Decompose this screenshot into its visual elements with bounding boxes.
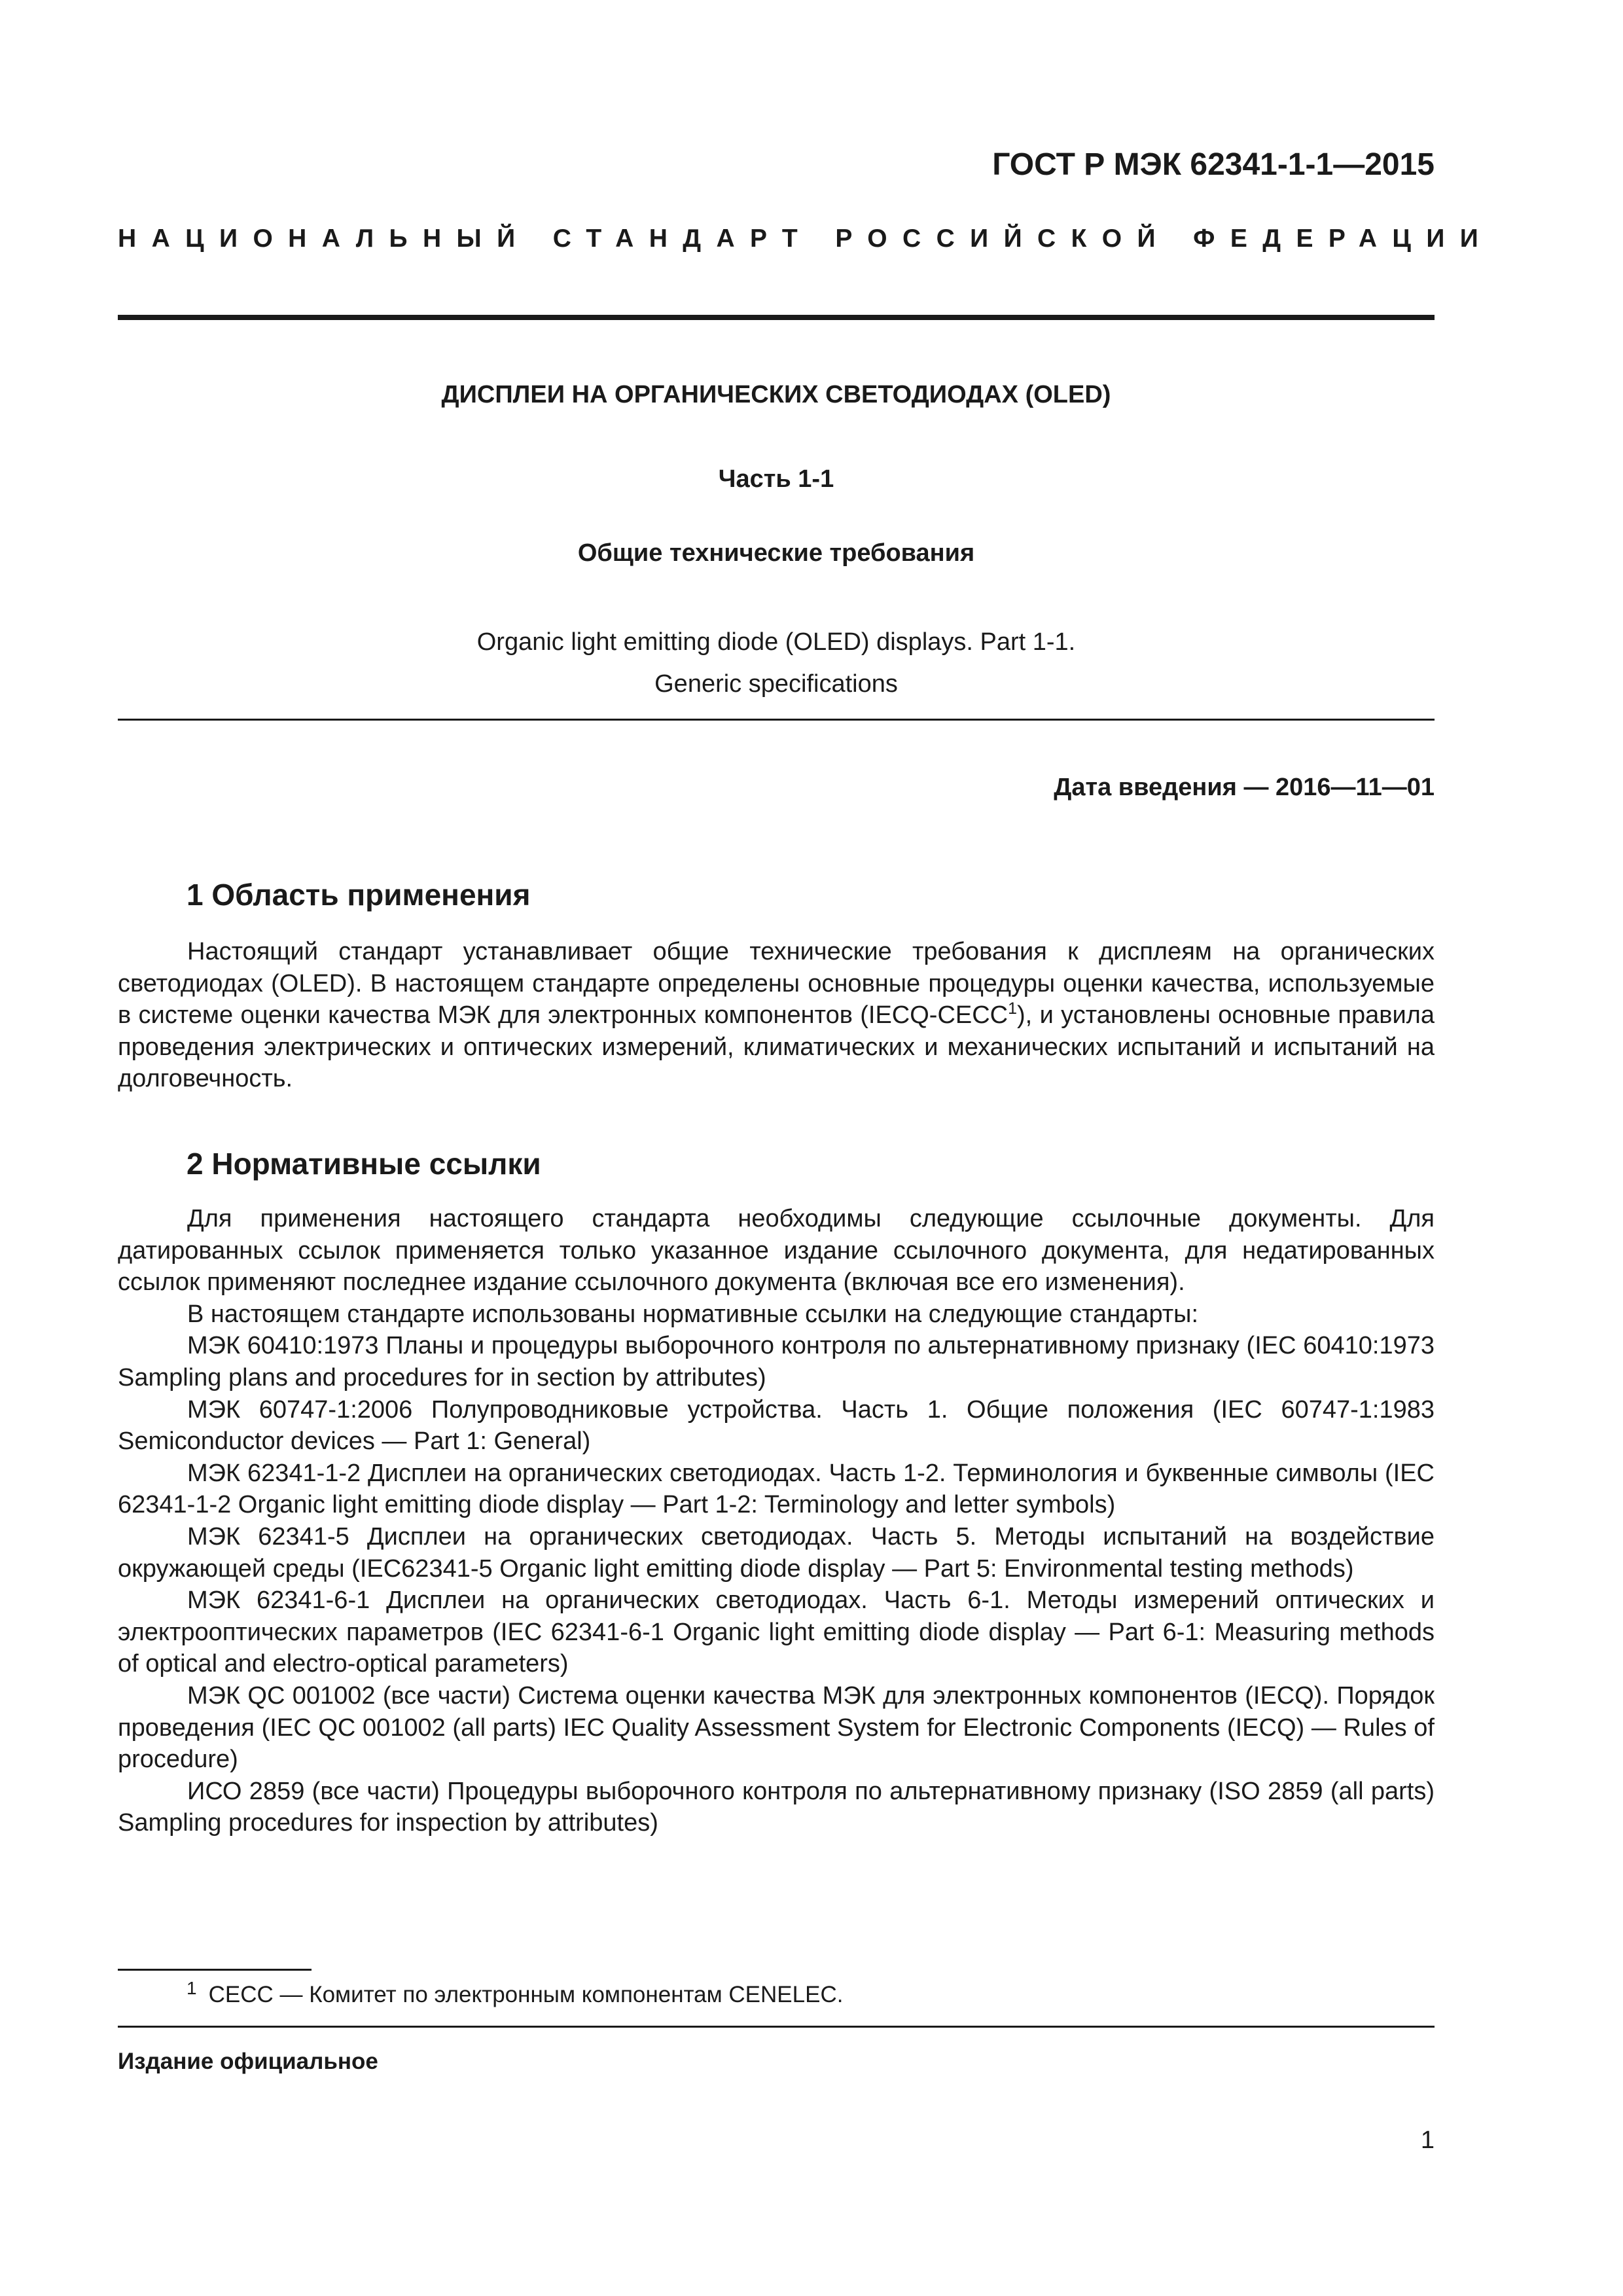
section-1-text-part-2: ), и установлены основные правила проведения электрических и оптических измерений, климатических и механических испытаний и испытаний на долговечность. [118,1001,1435,1093]
reference-iec-qc-001002: МЭК QC 001002 (все части) Система оценки качества МЭК для электронных компонентов (IECQ). Порядок проведения (IEC QC 001002 (all parts) IEC Quality Assessment System for Electronic Components (IECQ) — Rules of procedure) [118,1681,1435,1774]
footnote [187,1980,843,2010]
document-number: ГОСТ Р МЭК 62341-1-1—2015 [992,147,1435,182]
document-subtitle: Общие технические требования [577,539,975,567]
reference-iec-62341-6-1: МЭК 62341-6-1 Дисплеи на органических светодиодах. Часть 6-1. Методы измерений оптических и электрооптических параметров (IEC 62341-6-1 Organic light emitting diode display — Part 6-1: Measuring methods of optical and electro-optical parameters) [118,1587,1435,1678]
reference-iec-60410: МЭК 60410:1973 Планы и процедуры выборочного контроля по альтернативному признаку (IEC 60410:1973 Sampling plans and procedures for in section by attributes) [118,1332,1435,1391]
section-2-heading: 2 Нормативные ссылки [187,1147,541,1181]
title-divider [118,719,1435,721]
section-1-heading: 1 Область применения [187,878,531,912]
reference-iec-60747-1: МЭК 60747-1:2006 Полупроводниковые устройства. Часть 1. Общие положения (IEC 60747-1:1983 Semiconductor devices — Part 1: General) [118,1395,1435,1456]
reference-iec-62341-1-2: МЭК 62341-1-2 Дисплеи на органических светодиодах. Часть 1-2. Терминология и буквенные символы (IEC 62341-1-2 Organic light emitting diode display — Part 1-2: Terminology and letter symbols) [118,1459,1435,1519]
footer-divider [118,2026,1435,2028]
section-2-body [118,1203,1435,1839]
header-divider [118,315,1435,320]
national-standard-header: НАЦИОНАЛЬНЫЙ СТАНДАРТ РОССИЙСКОЙ ФЕДЕРАЦИИ [118,224,1494,253]
edition-label: Издание официальное [118,2049,378,2074]
section-1-text-part-1: Настоящий стандарт устанавливает общие технические требования к дисплеям на органических светодиодах (OLED). В настоящем стандарте определены основные процедуры оценки качества, используемые в системе оценки качества МЭК для электронных компонентов (IECQ-CECC [118,938,1435,1030]
footnote-number: 1 [187,1978,197,1998]
english-title-line-1: Organic light emitting diode (OLED) displays. Part 1-1. [476,628,1076,656]
introduction-date: Дата введения — 2016—11—01 [1054,774,1435,801]
page-number: 1 [1420,2126,1435,2154]
reference-iso-2859: ИСО 2859 (все части) Процедуры выборочного контроля по альтернативному признаку (ISO 2859 (all parts) Sampling procedures for inspection by attributes) [118,1777,1435,1837]
document-title: ДИСПЛЕИ НА ОРГАНИЧЕСКИХ СВЕТОДИОДАХ (OLED) [441,381,1111,408]
english-title-line-2: Generic specifications [654,670,898,698]
normative-intro-line: В настоящем стандарте использованы нормативные ссылки на следующие стандарты: [187,1300,1199,1328]
section-1-paragraph [118,936,1435,1095]
section-1-body [118,936,1435,1095]
reference-iec-62341-5: МЭК 62341-5 Дисплеи на органических светодиодах. Часть 5. Методы испытаний на воздействие окружающей среды (IEC62341-5 Organic light emitting diode display — Part 5: Environmental testing methods) [118,1522,1435,1583]
footnote-reference: 1 [1008,999,1018,1018]
footnote-text: CECC — Комитет по электронным компонентам CENELEC. [208,1982,844,2007]
footnote-separator [118,1969,312,1971]
normative-intro-paragraph: Для применения настоящего стандарта необходимы следующие ссылочные документы. Для датированных ссылок применяется только указанное издание ссылочного документа, для недатированных ссылок применяют последнее издание ссылочного документа (включая все его изменения). [118,1205,1435,1297]
document-part: Часть 1-1 [718,465,834,493]
